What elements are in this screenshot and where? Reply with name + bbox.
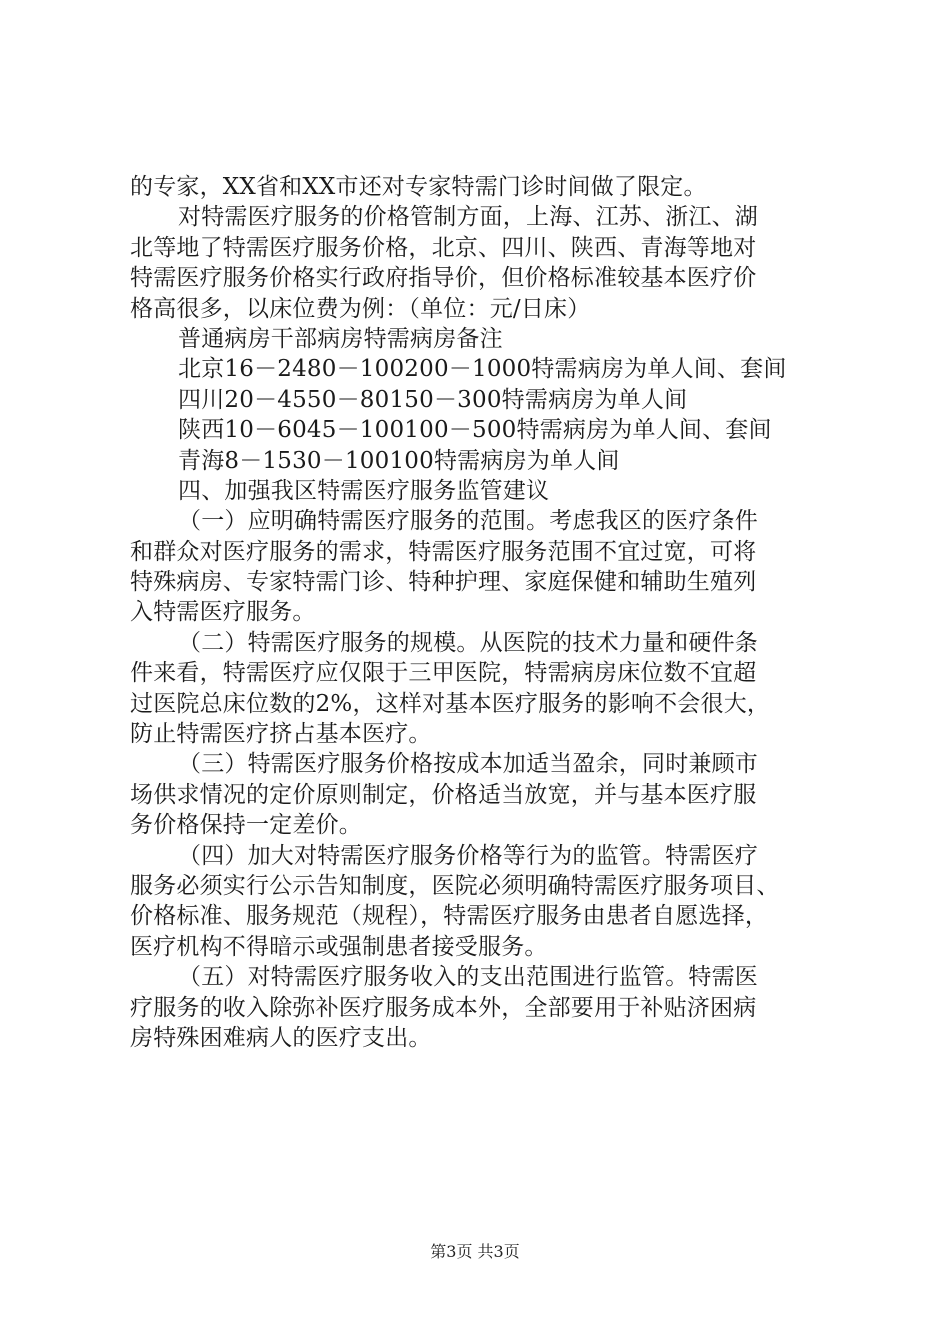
text-line: （二）特需医疗服务的规模。从医院的技术力量和硬件条 bbox=[178, 629, 758, 656]
section-heading: 四、加强我区特需医疗服务监管建议 bbox=[178, 477, 550, 504]
text-line: 房特殊困难病人的医疗支出。 bbox=[130, 1024, 432, 1051]
text-line: 价格标准、服务规范（规程），特需医疗服务由患者自愿选择， bbox=[130, 903, 769, 930]
table-header-line: 普通病房干部病房特需病房备注 bbox=[178, 325, 503, 352]
text-line: 对特需医疗服务的价格管制方面，上海、江苏、浙江、湖 bbox=[178, 204, 758, 231]
text-line: 件来看，特需医疗应仅限于三甲医院，特需病房床位数不宜超 bbox=[130, 660, 757, 687]
table-row-line: 陕西10－6045－100100－500特需病房为单人间、套间 bbox=[178, 417, 772, 444]
text-line: 服务必须实行公示告知制度，医院必须明确特需医疗服务项目、 bbox=[130, 872, 780, 899]
text-line: 特殊病房、专家特需门诊、特种护理、家庭保健和辅助生殖列 bbox=[130, 569, 757, 596]
table-row-line: 北京16－2480－100200－1000特需病房为单人间、套间 bbox=[178, 356, 787, 383]
text-line: 医疗机构不得暗示或强制患者接受服务。 bbox=[130, 933, 548, 960]
text-line: （五）对特需医疗服务收入的支出范围进行监管。特需医 bbox=[178, 964, 758, 991]
text-line: （三）特需医疗服务价格按成本加适当盈余，同时兼顾市 bbox=[178, 751, 758, 778]
page-number-label: 第3页 共3页 bbox=[430, 1242, 520, 1261]
table-row-line: 青海8－1530－100100特需病房为单人间 bbox=[178, 447, 620, 474]
text-line: 务价格保持一定差价。 bbox=[130, 812, 362, 839]
text-line: （一）应明确特需医疗服务的范围。考虑我区的医疗条件 bbox=[178, 508, 758, 535]
text-line: 的专家，XX省和XX市还对专家特需门诊时间做了限定。 bbox=[130, 174, 707, 200]
text-line: 场供求情况的定价原则制定，价格适当放宽，并与基本医疗服 bbox=[130, 781, 757, 808]
page-footer bbox=[0, 1242, 950, 1262]
table-row-line: 四川20－4550－80150－300特需病房为单人间 bbox=[178, 386, 688, 413]
text-line: 格高很多，以床位费为例：（单位：元/日床） bbox=[130, 295, 591, 322]
document-body bbox=[130, 172, 830, 1053]
text-line: 疗服务的收入除弥补医疗服务成本外，全部要用于补贴济困病 bbox=[130, 994, 757, 1021]
text-line: 北等地了特需医疗服务价格，北京、四川、陕西、青海等地对 bbox=[130, 234, 757, 261]
text-line: 防止特需医疗挤占基本医疗。 bbox=[130, 721, 432, 748]
text-line: 特需医疗服务价格实行政府指导价，但价格标准较基本医疗价 bbox=[130, 265, 757, 292]
text-line: 过医院总床位数的2%，这样对基本医疗服务的影响不会很大， bbox=[130, 690, 771, 717]
text-line: （四）加大对特需医疗服务价格等行为的监管。特需医疗 bbox=[178, 842, 758, 869]
text-line: 入特需医疗服务。 bbox=[130, 599, 316, 626]
text-line: 和群众对医疗服务的需求，特需医疗服务范围不宜过宽，可将 bbox=[130, 538, 757, 565]
